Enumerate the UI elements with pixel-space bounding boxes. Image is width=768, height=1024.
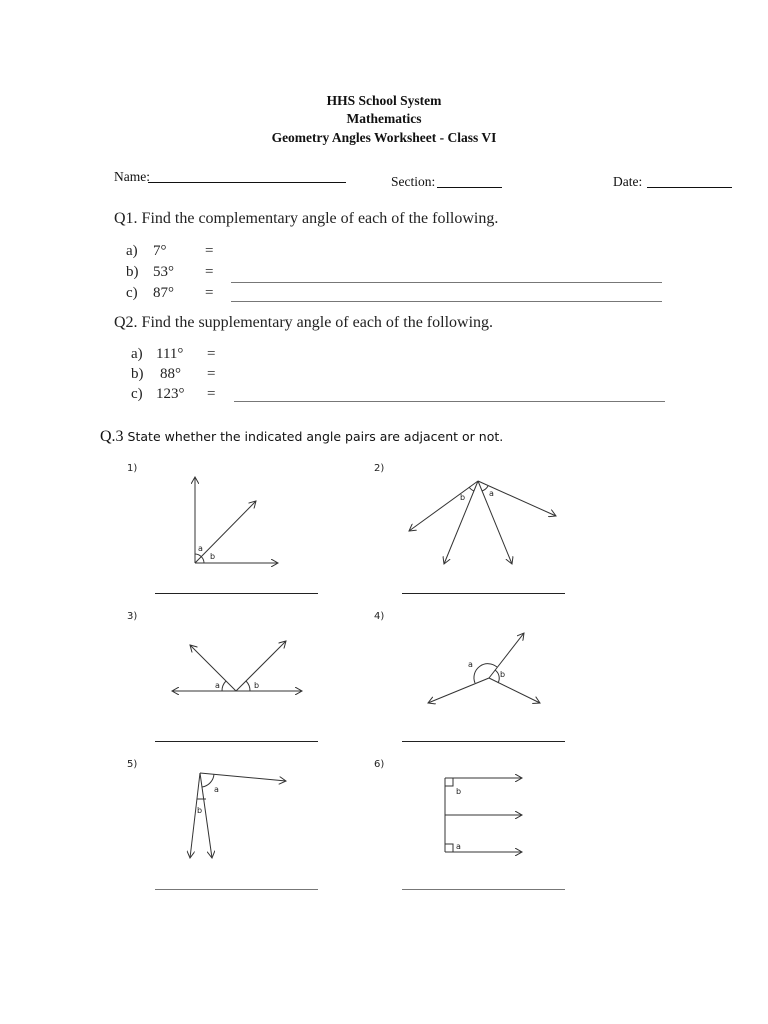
figure-3-answer-line[interactable] [155,741,318,742]
figure-5-label-b: b [197,806,203,815]
figure-2-diagram [409,481,556,564]
figure-5-diagram [190,773,286,858]
figure-4-label-a: a [468,660,473,669]
q1-item-a-value: 7° [153,243,167,259]
q1-item-b-equals: = [205,264,214,280]
q2-item-b-letter: b) [131,366,144,382]
q1-item-c-letter: c) [126,285,138,301]
q2-item-c-equals: = [207,386,216,402]
figure-6-label-b: b [456,787,462,796]
figure-2-label-b: b [460,493,466,502]
figure-5-answer-line[interactable] [155,889,318,890]
q2-item-b-value: 88° [160,366,181,382]
subject-name: Mathematics [346,111,422,126]
q2-item-a-value: 111° [156,346,184,362]
figure-2-number: 2) [374,463,385,474]
name-label: Name: [114,169,150,184]
figure-6-diagram [445,778,522,852]
q1-prompt: Q1. Find the complementary angle of each of the following. [114,210,499,227]
q2-item-c-letter: c) [131,386,143,402]
q1-item-a-letter: a) [126,243,138,259]
figure-4-label-b: b [500,670,506,679]
q2-prompt: Q2. Find the supplementary angle of each of the following. [114,314,494,331]
figure-2-answer-line[interactable] [402,593,565,594]
q1-item-c-value: 87° [153,285,174,301]
q3-prompt: State whether the indicated angle pairs are adjacent or not. [127,429,504,444]
figure-4-number: 4) [374,611,385,622]
figure-5-number: 5) [127,759,138,770]
figure-4-answer-line[interactable] [402,741,565,742]
figure-6-label-a: a [456,842,461,851]
figure-1-diagram [195,477,278,563]
worksheet-title: Geometry Angles Worksheet - Class VI [271,130,497,145]
q1-item-b-letter: b) [126,264,139,280]
figure-3-diagram [172,641,302,691]
figure-3-label-a: a [215,681,220,690]
q3-number: Q.3 [100,428,124,445]
figure-1-label-b: b [210,552,216,561]
figure-1-answer-line[interactable] [155,593,318,594]
q1-item-a-equals: = [205,243,214,259]
figure-6-answer-line[interactable] [402,889,565,890]
school-name: HHS School System [326,93,442,108]
section-label: Section: [391,174,436,189]
q1-item-c-equals: = [205,285,214,301]
q2-item-b-equals: = [207,366,216,382]
figure-4-diagram [428,633,540,703]
figure-3-number: 3) [127,611,138,622]
q2-item-a-letter: a) [131,346,143,362]
date-label: Date: [613,174,643,189]
figure-5-label-a: a [214,785,219,794]
figure-6-number: 6) [374,759,385,770]
figure-1-number: 1) [127,463,138,474]
q2-item-a-equals: = [207,346,216,362]
figure-3-label-b: b [254,681,260,690]
figure-2-label-a: a [489,489,494,498]
q2-item-c-value: 123° [156,386,185,402]
figure-1-label-a: a [198,544,203,553]
q1-item-b-value: 53° [153,264,174,280]
